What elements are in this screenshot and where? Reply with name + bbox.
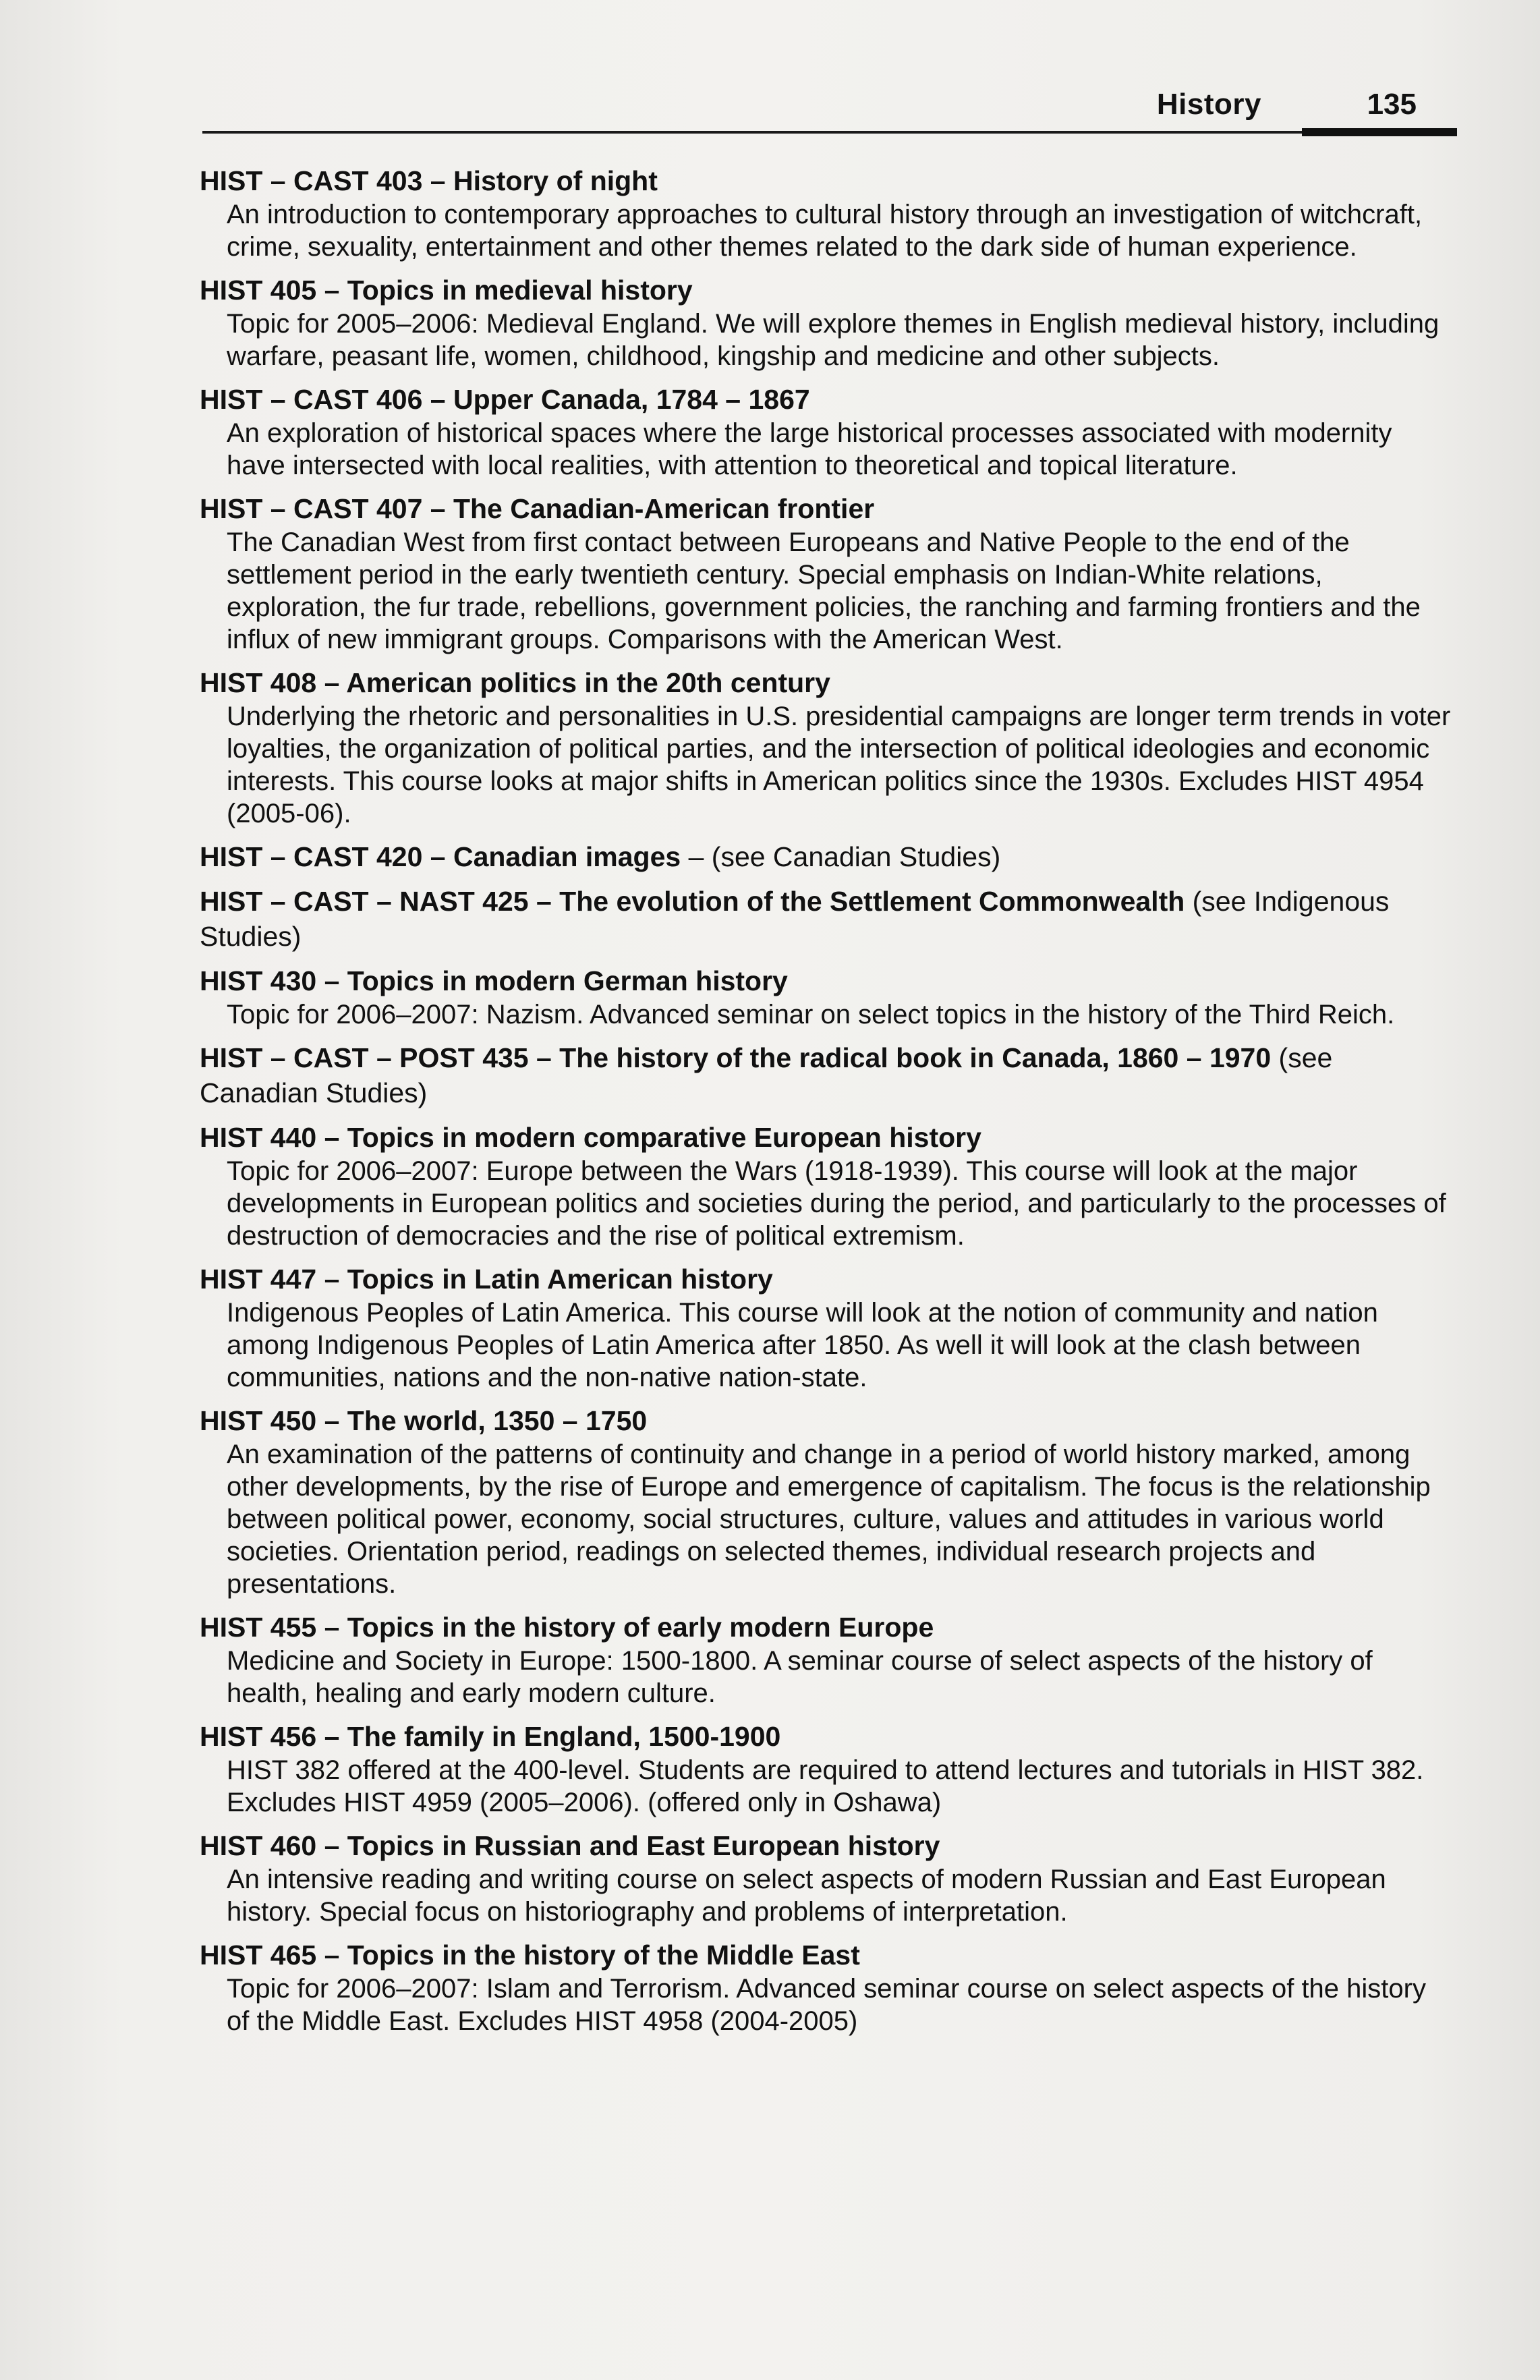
course-title-line — [200, 839, 1454, 874]
course-title: HIST – CAST 420 – Canadian images — [200, 841, 681, 872]
course-list — [200, 163, 1454, 2047]
course-entry-hist-450 — [200, 1403, 1454, 1600]
course-entry-hist-405 — [200, 273, 1454, 372]
course-entry-hist-455 — [200, 1610, 1454, 1709]
course-title: HIST 440 – Topics in modern comparative European history — [200, 1122, 981, 1153]
course-entry-hist-407 — [200, 491, 1454, 656]
page-number: 135 — [1367, 88, 1417, 121]
course-title-line — [200, 884, 1454, 954]
section-title: History — [1156, 88, 1261, 121]
course-description: Topic for 2006–2007: Nazism. Advanced seminar on select topics in the history of the Third Reich. — [227, 1000, 1395, 1029]
course-title: HIST 405 – Topics in medieval history — [200, 275, 693, 306]
running-header — [202, 81, 1457, 148]
course-description: An exploration of historical spaces where the large historical processes associated with modernity have intersected with local realities, with attention to theoretical and topical literature. — [227, 418, 1392, 480]
course-entry-hist-435 — [200, 1040, 1454, 1110]
course-title: HIST – CAST – POST 435 – The history of the radical book in Canada, 1860 – 1970 — [200, 1042, 1272, 1073]
course-title: HIST 430 – Topics in modern German history — [200, 965, 788, 996]
header-rule-accent — [1302, 128, 1457, 136]
course-description: Medicine and Society in Europe: 1500-1800. A seminar course of select aspects of the history of health, healing and early modern culture. — [227, 1646, 1373, 1708]
course-description: Topic for 2006–2007: Europe between the Wars (1918-1939). This course will look at the major developments in European politics and societies during the period, and particularly to the processes of destruction of democracies and the rise of political extremism. — [227, 1156, 1446, 1251]
course-title: HIST 465 – Topics in the history of the Middle East — [200, 1939, 860, 1971]
course-description: HIST 382 offered at the 400-level. Students are required to attend lectures and tutorials in HIST 382. Excludes HIST 4959 (2005–2006). (offered only in Oshawa) — [227, 1755, 1424, 1817]
course-description: An examination of the patterns of continuity and change in a period of world history marked, among other developments, by the rise of Europe and emergence of capitalism. The focus is the relationship between political power, economy, social structures, culture, values and attitudes in various world societies. Orientation period, readings on selected themes, individual research projects and presentations. — [227, 1440, 1431, 1599]
course-description: Underlying the rhetoric and personalities in U.S. presidential campaigns are longer term trends in voter loyalties, the organization of political parties, and the intersection of political ideologies and economic interests. This course looks at major shifts in American politics since the 1930s. Excludes HIST 4954 (2005-06). — [227, 702, 1451, 828]
course-description: Indigenous Peoples of Latin America. This course will look at the notion of community and nation among Indigenous Peoples of Latin America after 1850. As well it will look at the clash between communities, nations and the non-native nation-state. — [227, 1298, 1378, 1392]
course-cross-reference: (see Indigenous Studies) — [200, 886, 1390, 952]
course-title: HIST 456 – The family in England, 1500-1900 — [200, 1721, 781, 1752]
course-description: Topic for 2005–2006: Medieval England. We will explore themes in English medieval history, including warfare, peasant life, women, childhood, kingship and medicine and other subjects. — [227, 309, 1439, 371]
course-description: An introduction to contemporary approaches to cultural history through an investigation of witchcraft, crime, sexuality, entertainment and other themes related to the dark side of human experience. — [227, 200, 1423, 262]
course-cross-reference: (see Canadian Studies) — [200, 1042, 1333, 1108]
course-title-line — [200, 1040, 1454, 1110]
course-description: The Canadian West from first contact between Europeans and Native People to the end of the settlement period in the early twentieth century. Special emphasis on Indian-White relations, exploration, the fur trade, rebellions, government policies, the ranching and farming frontiers and the influx of new immigrant groups. Comparisons with the American West. — [227, 528, 1421, 654]
course-entry-hist-456 — [200, 1719, 1454, 1819]
course-title: HIST – CAST 403 – History of night — [200, 165, 658, 196]
course-entry-hist-420 — [200, 839, 1454, 874]
course-title: HIST 455 – Topics in the history of early modern Europe — [200, 1612, 934, 1643]
course-title: HIST – CAST 407 – The Canadian-American frontier — [200, 493, 875, 524]
course-entry-hist-425 — [200, 884, 1454, 954]
header-rule — [202, 131, 1457, 134]
course-title: HIST 450 – The world, 1350 – 1750 — [200, 1405, 648, 1436]
course-title: HIST 447 – Topics in Latin American history — [200, 1264, 773, 1295]
course-entry-hist-440 — [200, 1120, 1454, 1252]
course-entry-hist-406 — [200, 382, 1454, 482]
course-title: HIST – CAST – NAST 425 – The evolution of the Settlement Commonwealth — [200, 886, 1185, 917]
course-entry-hist-465 — [200, 1937, 1454, 2037]
course-description: Topic for 2006–2007: Islam and Terrorism. Advanced seminar course on select aspects of the history of the Middle East. Excludes HIST 4958 (2004-2005) — [227, 1974, 1426, 2036]
course-title: HIST 408 – American politics in the 20th century — [200, 667, 830, 698]
course-entry-hist-430 — [200, 963, 1454, 1031]
course-cross-reference: – (see Canadian Studies) — [681, 841, 1001, 872]
course-entry-hist-460 — [200, 1828, 1454, 1928]
course-entry-hist-403 — [200, 163, 1454, 263]
course-description: An intensive reading and writing course on select aspects of modern Russian and East European history. Special focus on historiography and problems of interpretation. — [227, 1865, 1386, 1927]
course-title: HIST 460 – Topics in Russian and East European history — [200, 1830, 940, 1861]
course-entry-hist-447 — [200, 1262, 1454, 1394]
course-title: HIST – CAST 406 – Upper Canada, 1784 – 1867 — [200, 384, 810, 415]
course-entry-hist-408 — [200, 665, 1454, 830]
